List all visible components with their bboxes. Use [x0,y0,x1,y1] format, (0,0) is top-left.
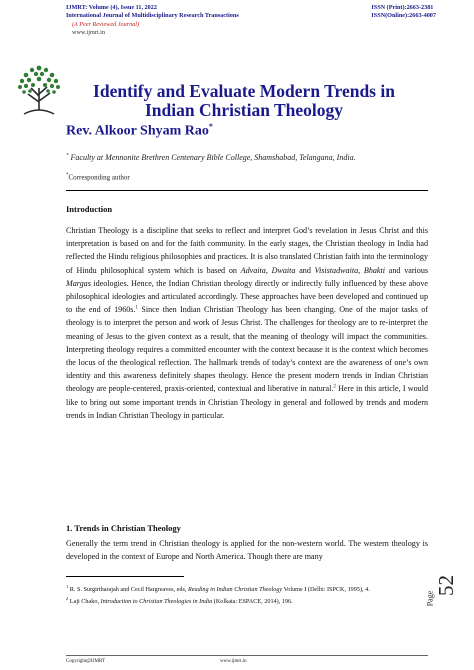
issn-online: ISSN(Online):2663-4007 [371,12,436,20]
text-run: R. S. Surgirtharajah and Cecil Hargreaves, eds, [68,586,188,594]
footnote-divider [66,576,184,577]
corresponding-mark: * [66,173,69,178]
corresponding-author [66,173,130,181]
author-name-text: Rev. Alkoor Shyam Rao [66,123,209,139]
corresponding-text: Corresponding author [68,173,130,182]
page-number-marker [425,572,458,616]
term-margas: Margas [66,278,91,288]
journal-site: www.ijmrt.in [72,28,105,36]
footnote-ref-1[interactable]: 1 [135,305,138,311]
text-run: Since then Indian Christian Theology has been changing. One of the major tasks of theology is to interpret the person and work of Jesus Christ. The challenges for theology are to re-interpret the meaning of Jesus to the given context as a result, that the meaning of theology will impact the communities. Interpreting theology requires a committed encounter with the context because it is the context which becomes the locus of the theological reflection. The hallmark trends of today’s context are the awareness of one’s own identity and this awareness definitely shapes theology. Hence the present modern trends in Indian Christian theology are people-centered, praxis-oriented, contextual and liberative in natural. [66,305,428,394]
page-number: 52 [434,575,458,596]
text-run: Here in this article, I would like to bring out some important trends in Christian Theology in general and followed by trends and modern trends in Indian Christian Theology in particular. [66,384,429,420]
footnote-1 [66,583,428,594]
header-divider [66,190,428,191]
text-run: ideologies. Hence, the Indian Christian theology directly or indirectly fully influenced by these above philosophical ideologies and articulated accordingly. These approaches have been developed and continued up to the end of 1960s. [66,278,428,315]
journal-logo-tree-icon [14,58,64,120]
header-left [66,4,239,37]
affiliation-text: Faculty at Mennonite Brethren Centenary Bible College, Shamshabad, Telangana, India. [70,153,356,162]
paragraph [66,224,428,422]
issn-print: ISSN (Print):2663-2381 [371,4,434,11]
term-bhakti: Bhakti [363,265,386,275]
footer-copyright: Copyright@IJMRT [66,659,106,664]
author-mark: * [208,122,213,131]
volume-info: IJMRT: Volume (4), Issue 11, 2022 [66,4,157,11]
text-run: , [358,265,364,275]
text-run: and various [385,265,429,275]
text-run: Laji Chako, [68,598,101,606]
journal-header [66,4,436,66]
footer-site-link[interactable]: www.ijmrt.in [220,659,247,664]
text-run: and [295,265,315,275]
text-run: , [265,265,272,275]
affiliation-mark: * [66,153,69,159]
term-dwaita: Dwaita [271,265,296,275]
author-name [66,122,213,140]
footnote-ref-2[interactable]: 2 [333,384,336,390]
section-heading-trends: 1. Trends in Christian Theology [66,523,181,533]
text-run: Christian Theology is a discipline that seeks to reflect and interpret God’s revelation in Jesus Christ and this interpretation is based on and for the faith community. In the early stages, the Christian theology in India had reflected the Hindu religious philosophies and practices. It is also translated Christian faith into the terminology of Hindu philosophical system which is based on [66,226,428,275]
journal-name: International Journal of Multidisciplinary Research Transactions [66,12,239,20]
text-run: Volume I (Delhi: ISPCK, 1995), 4. [282,586,370,594]
footnotes [66,583,428,608]
affiliation [66,153,356,162]
footnote-number: 1 [66,584,69,589]
peer-review-note: (A Peer Reviewed Journal) [72,20,140,28]
term-visistadwaita: Visistadwaita [314,265,359,275]
term-advaita: Advaita [240,265,266,275]
introduction-body [66,224,428,432]
footnote-number: 2 [66,596,69,602]
book-title: Reading in Indian Christian Theology [187,586,283,594]
section-heading-introduction: Introduction [66,204,113,214]
page-label: Page [425,590,435,607]
trends-body: Generally the term trend in Christian theology is applied for the non-western world. The western theology is developed in the context of Europe and North America. Though there are many [66,539,428,562]
footer-divider [66,655,428,656]
header-right [371,4,436,21]
footnote-2 [66,595,428,606]
article-title: Identify and Evaluate Modern Trends in Indian Christian Theology [93,81,395,120]
book-title: Introduction to Christian Theologies in India [100,598,213,606]
text-run: (Kolkata: ESPACE, 2014), 196. [212,598,293,606]
